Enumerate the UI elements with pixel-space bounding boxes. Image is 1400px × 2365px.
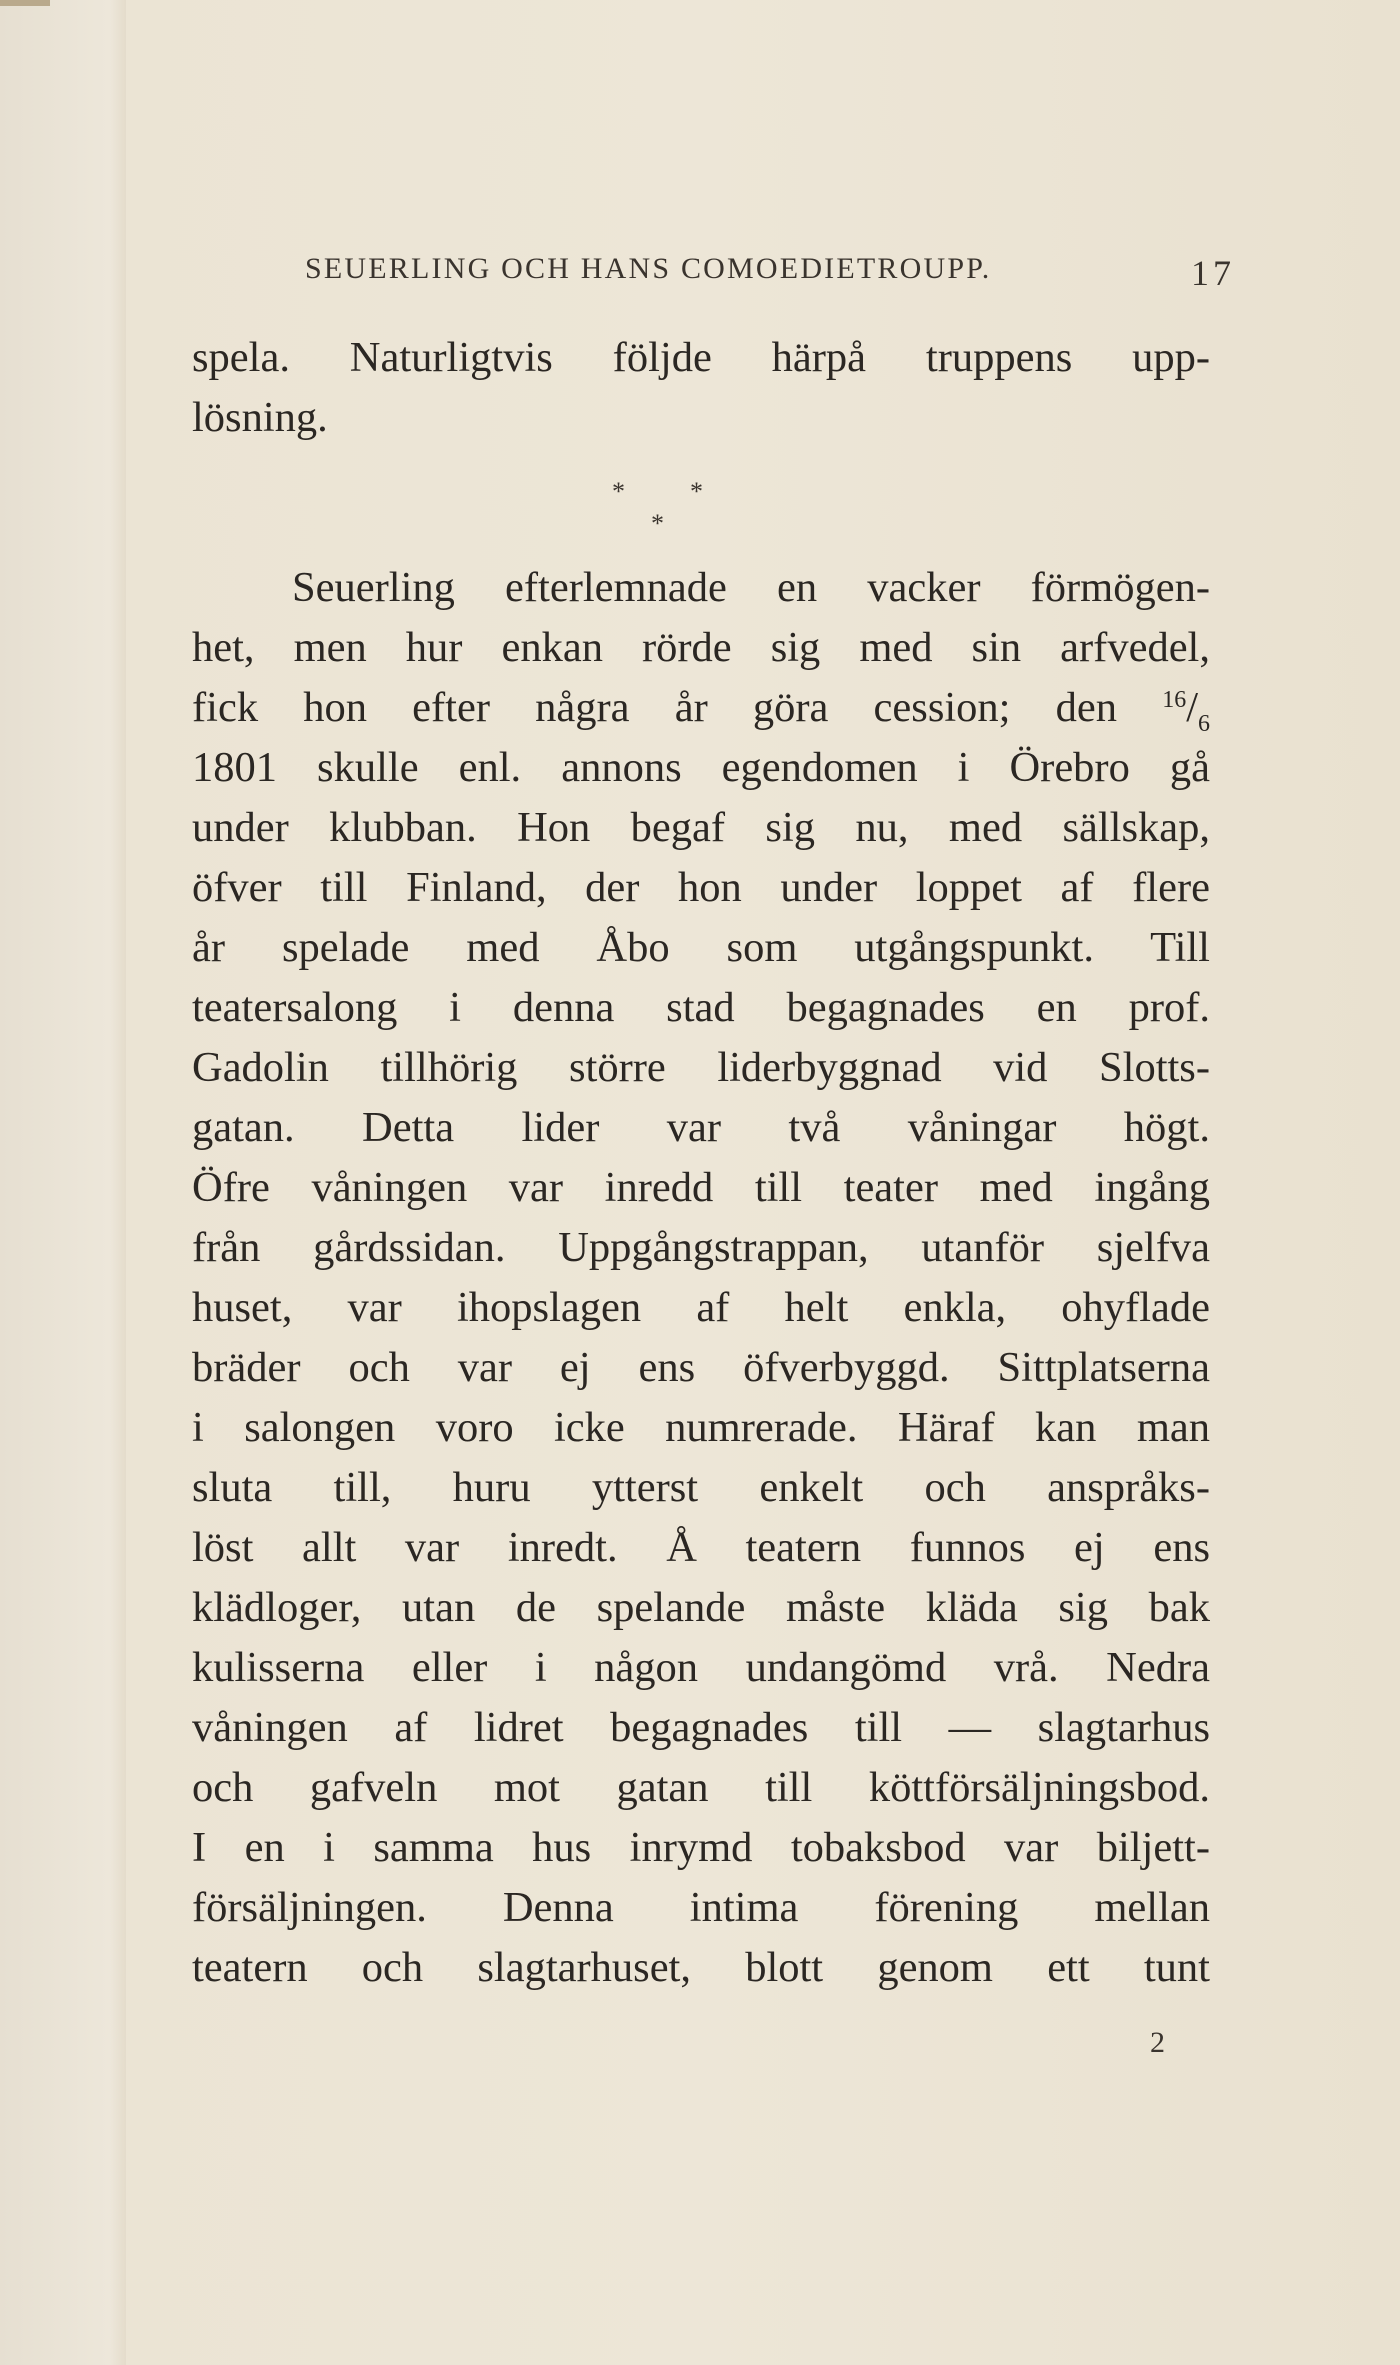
text-line: gatan. Detta lider var två våningar högt. bbox=[192, 1104, 1210, 1151]
running-head bbox=[305, 252, 1235, 292]
text-line: klädloger, utan de spelande måste kläda sig bak bbox=[192, 1584, 1210, 1631]
signature-mark: 2 bbox=[1150, 2026, 1165, 2059]
text-line: i salongen voro icke numrerade. Häraf kan man bbox=[192, 1404, 1210, 1451]
text-line: Gadolin tillhörig större liderbyggnad vid Slotts- bbox=[192, 1044, 1210, 1091]
page-number: 17 bbox=[1191, 253, 1235, 293]
text-line-with-date bbox=[192, 678, 1210, 738]
text-line: I en i samma hus inrymd tobaksbod var biljett- bbox=[192, 1824, 1210, 1871]
text-line: våningen af lidret begagnades till — slagtarhus bbox=[192, 1704, 1210, 1751]
text-line: Seuerling efterlemnade en vacker förmögen- bbox=[292, 564, 1210, 611]
corner-mark bbox=[0, 0, 50, 6]
date-numerator: 16 bbox=[1162, 687, 1187, 713]
text-line: huset, var ihopslagen af helt enkla, ohyflade bbox=[192, 1284, 1210, 1331]
text-line: öfver till Finland, der hon under loppet af flere bbox=[192, 864, 1210, 911]
date-denominator: 6 bbox=[1198, 711, 1210, 737]
text-line: spela. Naturligtvis följde härpå truppens upp- bbox=[192, 334, 1210, 381]
text-line: försäljningen. Denna intima förening mellan bbox=[192, 1884, 1210, 1931]
running-head-title: SEUERLING OCH HANS COMOEDIETROUPP. bbox=[305, 252, 992, 285]
asterism bbox=[192, 448, 1210, 558]
text-line-segment: fick hon efter några år göra cession; den bbox=[192, 684, 1118, 731]
text-line: teatern och slagtarhuset, blott genom ett tunt bbox=[192, 1944, 1210, 1991]
asterisk: * bbox=[612, 477, 625, 506]
text-line: år spelade med Åbo som utgångspunkt. Till bbox=[192, 924, 1210, 971]
text-line: sluta till, huru ytterst enkelt och anspråks- bbox=[192, 1464, 1210, 1511]
text-line: het, men hur enkan rörde sig med sin arfvedel, bbox=[192, 624, 1210, 671]
asterisk: * bbox=[690, 477, 703, 506]
text-line: 1801 skulle enl. annons egendomen i Örebro gå bbox=[192, 744, 1210, 791]
page-gutter bbox=[0, 0, 126, 2365]
text-line: kulisserna eller i någon undangömd vrå. Nedra bbox=[192, 1644, 1210, 1691]
text-line: under klubban. Hon begaf sig nu, med sällskap, bbox=[192, 804, 1210, 851]
paragraph-1 bbox=[192, 328, 1210, 448]
text-line: lösning. bbox=[192, 394, 328, 441]
text-line: teatersalong i denna stad begagnades en prof. bbox=[192, 984, 1210, 1031]
text-line: löst allt var inredt. Å teatern funnos ej ens bbox=[192, 1524, 1210, 1571]
text-line: bräder och var ej ens öfverbyggd. Sittplatserna bbox=[192, 1344, 1210, 1391]
date-fraction: $^{16}/_6$ bbox=[1162, 684, 1210, 737]
text-line: från gårdssidan. Uppgångstrappan, utanför sjelfva bbox=[192, 1224, 1210, 1271]
body-text bbox=[192, 328, 1210, 1998]
asterisk: * bbox=[651, 509, 664, 538]
text-line: Öfre våningen var inredd till teater med ingång bbox=[192, 1164, 1210, 1211]
paragraph-2 bbox=[192, 558, 1210, 1998]
text-line: och gafveln mot gatan till köttförsäljningsbod. bbox=[192, 1764, 1210, 1811]
